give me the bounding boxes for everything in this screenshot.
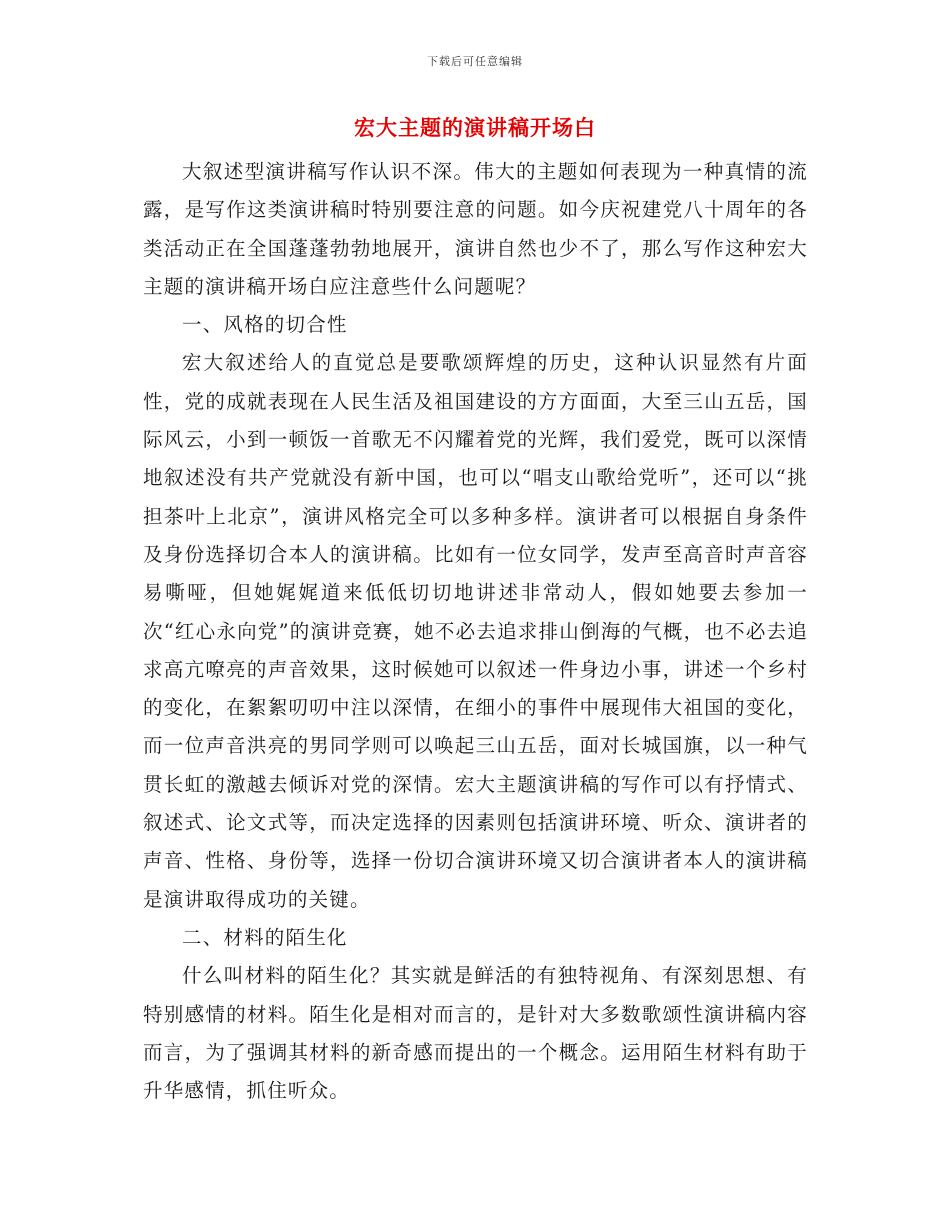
document-body [143, 153, 808, 1110]
document-title: 宏大主题的演讲稿开场白 [354, 115, 596, 140]
section-heading-material: 二、材料的陌生化 [182, 925, 348, 949]
paragraph-intro: 大叙述型演讲稿写作认识不深。伟大的主题如何表现为一种真情的流露，是写作这类演讲稿时特别要注意的问题。如今庆祝建党八十周年的各类活动正在全国蓬蓬勃勃地展开，演讲自然也少不了，那么写作这种宏大主题的演讲稿开场白应注意些什么问题呢？ [143, 160, 808, 298]
section-heading-style: 一、风格的切合性 [182, 313, 348, 337]
paragraph-material: 什么叫材料的陌生化？其实就是鲜活的有独特视角、有深刻思想、有特别感情的材料。陌生化是相对而言的，是针对大多数歌颂性演讲稿内容而言，为了强调其材料的新奇感而提出的一个概念。运用陌生材料有助于升华感情，抓住听众。 [143, 964, 808, 1103]
header-note: 下载后可任意编辑 [427, 55, 523, 68]
paragraph-style: 宏大叙述给人的直觉总是要歌颂辉煌的历史，这种认识显然有片面性，党的成就表现在人民生活及祖国建设的方方面面，大至三山五岳，国际风云，小到一顿饭一首歌无不闪耀着党的光辉，我们爱党，既可以深情地叙述没有共产党就没有新中国，也可以“唱支山歌给党听”，还可以“挑担茶叶上北京”，演讲风格完全可以多种多样。演讲者可以根据自身条件及身份选择切合本人的演讲稿。比如有一位女同学，发声至高音时声音容易嘶哑，但她娓娓道来低低切切地讲述非常动人，假如她要去参加一次“红心永向党”的演讲竞赛，她不必去追求排山倒海的气概，也不必去追求高亢嘹亮的声音效果，这时候她可以叙述一件身边小事，讲述一个乡村的变化，在絮絮叨叨中注以深情，在细小的事件中展现伟大祖国的变化，而一位声音洪亮的男同学则可以唤起三山五岳，面对长城国旗，以一种气贯长虹的激越去倾诉对党的深情。宏大主题演讲稿的写作可以有抒情式、叙述式、论文式等，而决定选择的因素则包括演讲环境、听众、演讲者的声音、性格、身份等，选择一份切合演讲环境又切合演讲者本人的演讲稿是演讲取得成功的关键。 [143, 351, 808, 911]
